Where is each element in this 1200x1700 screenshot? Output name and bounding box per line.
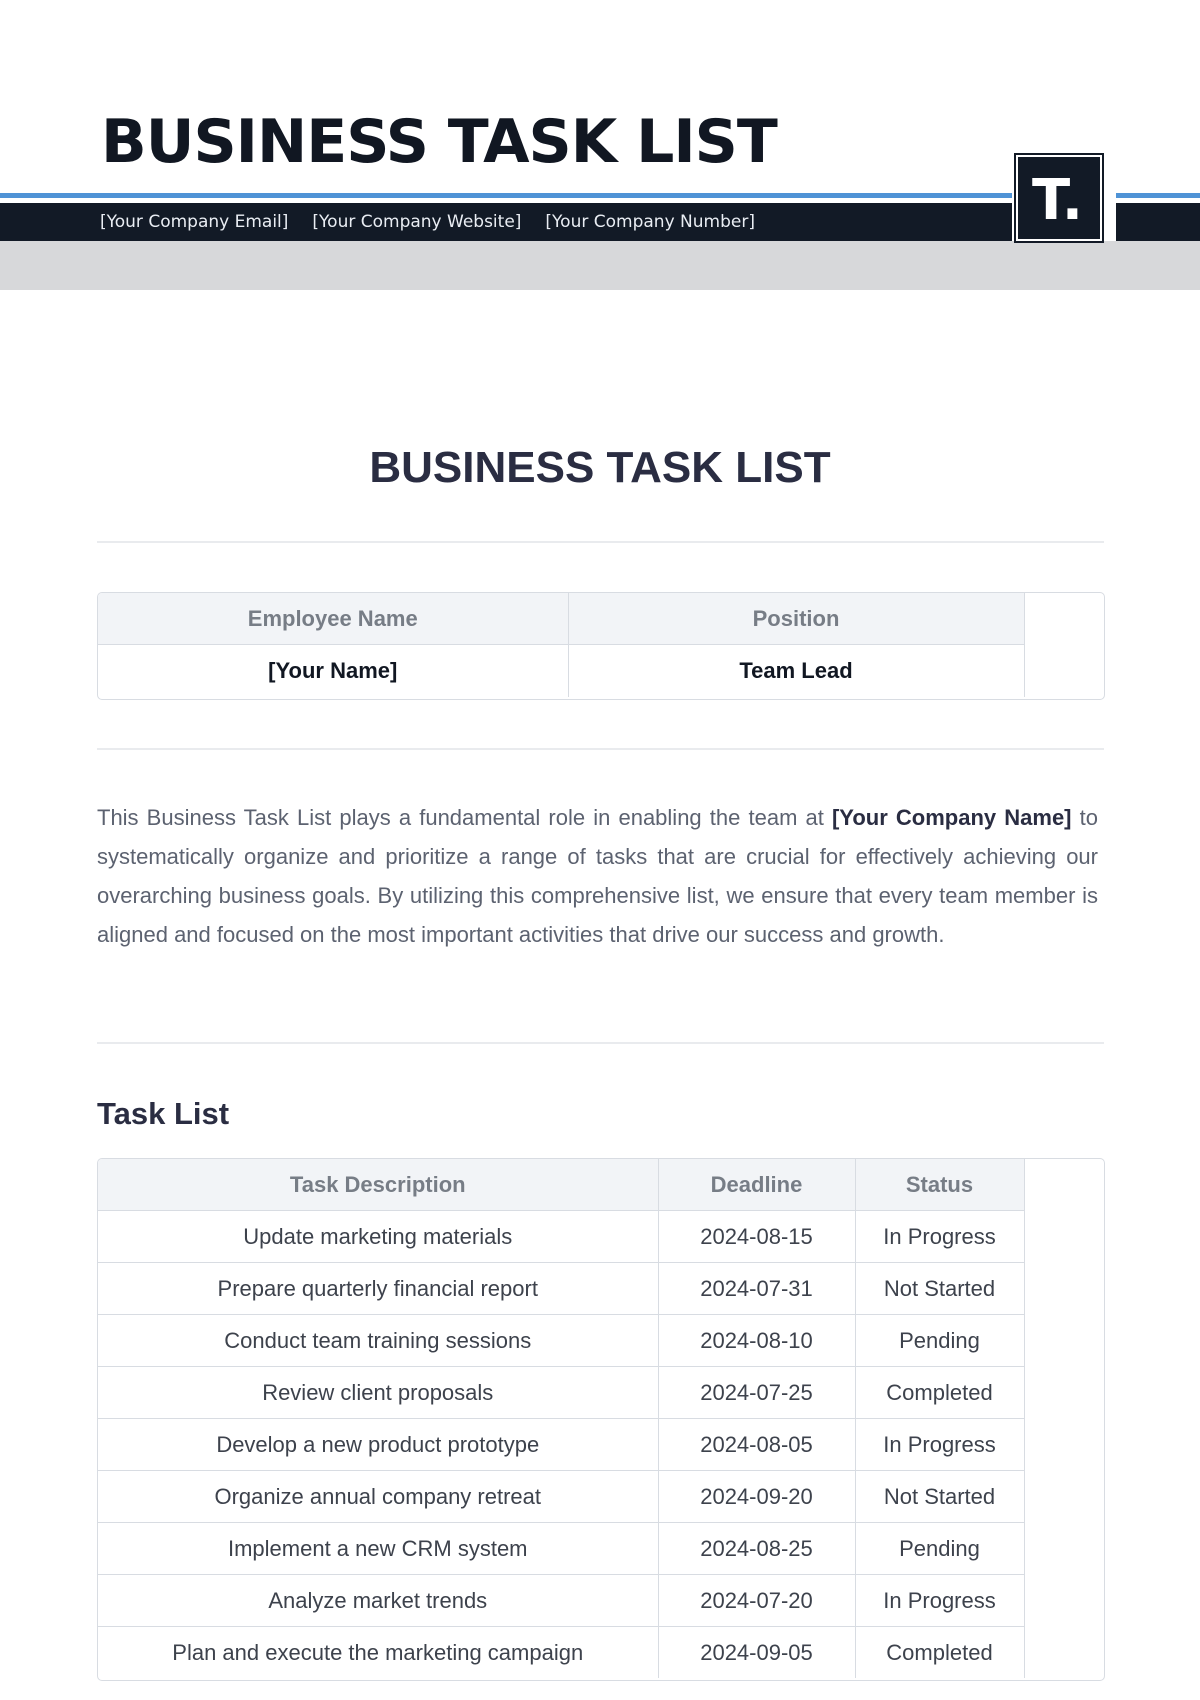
- task-list-heading: Task List: [97, 1096, 230, 1131]
- divider: [97, 541, 1104, 543]
- task-deadline: 2024-09-20: [658, 1471, 855, 1523]
- task-status: Not Started: [855, 1263, 1024, 1315]
- task-description: Analyze market trends: [98, 1575, 658, 1627]
- task-deadline: 2024-08-10: [658, 1315, 855, 1367]
- task-table: [97, 1158, 1105, 1681]
- table-row: [98, 1367, 1024, 1419]
- task-status: Pending: [855, 1315, 1024, 1367]
- task-description: Implement a new CRM system: [98, 1523, 658, 1575]
- logo-mark-icon: [1018, 157, 1100, 239]
- table-row: [98, 1211, 1024, 1263]
- task-status: In Progress: [855, 1419, 1024, 1471]
- task-deadline: 2024-07-20: [658, 1575, 855, 1627]
- header-gray-band: [0, 241, 1200, 290]
- header-accent-line: [0, 193, 1012, 198]
- task-status: Not Started: [855, 1471, 1024, 1523]
- logo-text: T.: [1032, 168, 1083, 233]
- task-status: Completed: [855, 1627, 1024, 1679]
- table-row: [98, 1523, 1024, 1575]
- employee-table-row: [98, 645, 1024, 698]
- header-accent-line-right: [1116, 193, 1200, 198]
- task-deadline: 2024-07-25: [658, 1367, 855, 1419]
- company-email: [Your Company Email]: [100, 212, 289, 232]
- task-deadline: 2024-09-05: [658, 1627, 855, 1679]
- column-header-status: Status: [855, 1159, 1024, 1211]
- table-row: [98, 1575, 1024, 1627]
- task-description: Prepare quarterly financial report: [98, 1263, 658, 1315]
- task-table-header: [98, 1159, 1024, 1211]
- task-description: Organize annual company retreat: [98, 1471, 658, 1523]
- company-website: [Your Company Website]: [312, 212, 522, 232]
- employee-position: Team Lead: [568, 645, 1024, 698]
- task-description: Develop a new product prototype: [98, 1419, 658, 1471]
- task-deadline: 2024-08-25: [658, 1523, 855, 1575]
- header-contacts: [100, 203, 755, 241]
- intro-paragraph: This Business Task List plays a fundamental role in enabling the team at [Your Company Name] to systematically organize and prioritize a range of tasks that are crucial for effectively achieving our overarching business goals. By utilizing this comprehensive list, we ensure that every team member is aligned and focused on the most important activities that drive our success and growth.: [97, 805, 1098, 947]
- employee-name: [Your Name]: [98, 645, 568, 698]
- task-status: Pending: [855, 1523, 1024, 1575]
- employee-table: [97, 592, 1105, 700]
- table-row: [98, 1315, 1024, 1367]
- divider: [97, 748, 1104, 750]
- task-status: In Progress: [855, 1575, 1024, 1627]
- task-description: Conduct team training sessions: [98, 1315, 658, 1367]
- column-header-deadline: Deadline: [658, 1159, 855, 1211]
- column-header-position: Position: [568, 593, 1024, 645]
- table-row: [98, 1419, 1024, 1471]
- column-header-employee-name: Employee Name: [98, 593, 568, 645]
- header-title: BUSINESS TASK LIST: [101, 107, 777, 177]
- table-row: [98, 1263, 1024, 1315]
- task-description: Review client proposals: [98, 1367, 658, 1419]
- task-description: Update marketing materials: [98, 1211, 658, 1263]
- document-title: BUSINESS TASK LIST: [369, 443, 831, 492]
- task-deadline: 2024-08-15: [658, 1211, 855, 1263]
- task-description: Plan and execute the marketing campaign: [98, 1627, 658, 1679]
- company-logo: [1016, 155, 1102, 241]
- task-deadline: 2024-07-31: [658, 1263, 855, 1315]
- task-status: Completed: [855, 1367, 1024, 1419]
- task-status: In Progress: [855, 1211, 1024, 1263]
- company-number: [Your Company Number]: [545, 212, 755, 232]
- header-contact-bar-right: [1116, 203, 1200, 241]
- table-row: [98, 1627, 1024, 1679]
- table-row: [98, 1471, 1024, 1523]
- employee-table-header: [98, 593, 1024, 645]
- divider: [97, 1042, 1104, 1044]
- column-header-task-description: Task Description: [98, 1159, 658, 1211]
- task-deadline: 2024-08-05: [658, 1419, 855, 1471]
- company-name: [Your Company Name]: [831, 805, 1072, 830]
